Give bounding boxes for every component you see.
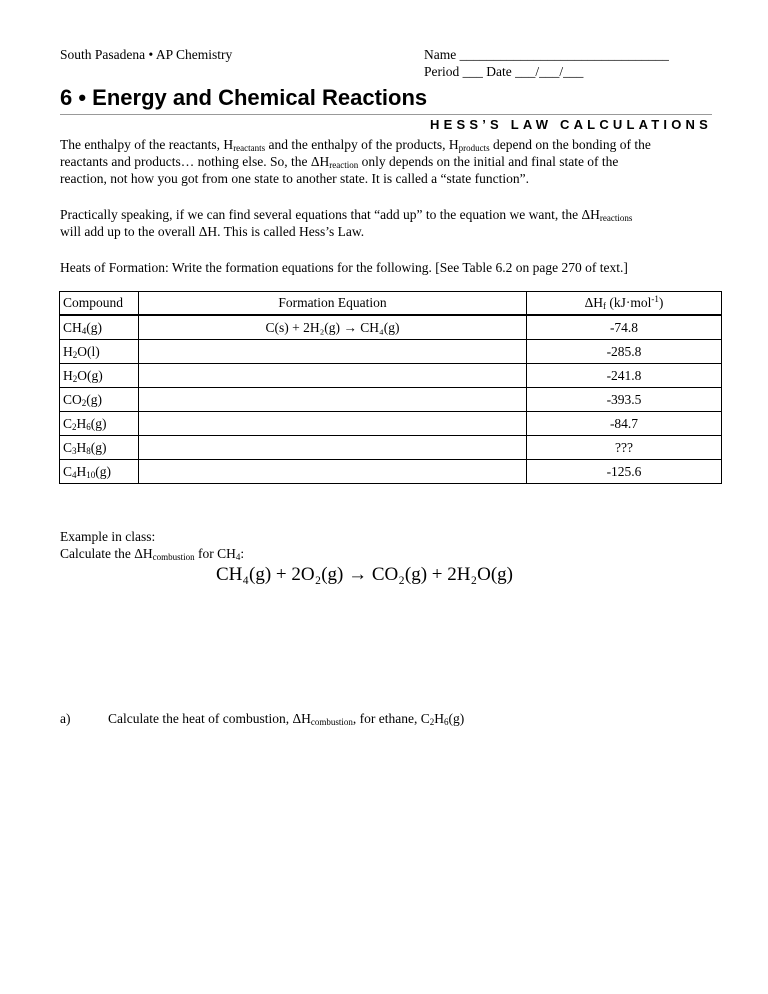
question-a-text: Calculate the heat of combustion, $\Delta H_{combustion}$, for ethane, $C_2H_6(g)$ — [108, 711, 465, 727]
compound-cell: $C_3H_8(g)$ — [60, 436, 139, 460]
table-row — [60, 412, 722, 436]
compound-cell: $H_2O(l)$ — [60, 340, 139, 364]
delta-h-cell: -74.8 — [527, 315, 722, 340]
compound-cell: $C_4H_{10}(g)$ — [60, 460, 139, 484]
question-a-label: a) — [60, 711, 71, 726]
delta-h-cell: -241.8 — [527, 364, 722, 388]
compound-cell: $CH_4(g)$ — [60, 315, 139, 340]
delta-h-cell: -84.7 — [527, 412, 722, 436]
page-title: 6 • Energy and Chemical Reactions — [60, 85, 428, 110]
table-row — [60, 436, 722, 460]
table-header-row — [60, 292, 722, 316]
table-row — [60, 340, 722, 364]
formation-equation-cell[interactable] — [139, 364, 527, 388]
table-row — [60, 364, 722, 388]
header-delta-h: $\Delta H_f$ (kJ·mol$^{-1}$) — [527, 292, 722, 316]
formation-equation-cell[interactable] — [139, 460, 527, 484]
table-row — [60, 460, 722, 484]
period-date-line: Period ___ Date ___/___/___ — [424, 64, 584, 79]
course-label: South Pasadena • AP Chemistry — [60, 47, 233, 62]
hess-law-paragraph: Practically speaking, if we can find several equations that “add up” to the equation we want, the $\Delta H_{reactions}$ will add up to the overall ΔH. This is called Hess’s Law. — [60, 207, 633, 239]
delta-h-cell: -285.8 — [527, 340, 722, 364]
header-compound: Compound — [60, 292, 139, 316]
delta-h-cell: ??? — [527, 436, 722, 460]
heats-of-formation-table — [59, 291, 722, 484]
title-divider — [60, 114, 712, 115]
compound-cell: $H_2O(g)$ — [60, 364, 139, 388]
formation-equation-cell[interactable] — [139, 340, 527, 364]
formation-equation-cell[interactable] — [139, 388, 527, 412]
example-prompt: Calculate the $\Delta H_{combustion}$ for $CH_4$: — [60, 546, 245, 562]
section-heading: HESS’S LAW CALCULATIONS — [430, 117, 712, 132]
table-row — [60, 388, 722, 412]
formation-equation-cell[interactable]: C(s) + 2H₂(g) → CH₄(g) — [139, 315, 527, 340]
heats-of-formation-instruction: Heats of Formation: Write the formation equations for the following. [See Table 6.2 on page 270 of text.] — [60, 260, 628, 275]
compound-cell: $C_2H_6(g)$ — [60, 412, 139, 436]
delta-h-cell: -393.5 — [527, 388, 722, 412]
table-row — [60, 315, 722, 340]
header-formation-equation: Formation Equation — [139, 292, 527, 316]
example-label: Example in class: — [60, 529, 156, 544]
delta-h-cell: -125.6 — [527, 460, 722, 484]
combustion-equation: CH₄(g) + 2O₂(g) → CO₂(g) + 2H₂O(g) — [216, 564, 513, 585]
name-field-line: Name _______________________________ — [424, 47, 669, 62]
intro-paragraph: The enthalpy of the reactants, $H_{reactants}$ and the enthalpy of the products, $H_{products}$ depend on the bonding of the reactants and products… nothing else. So, the $\Delta H_{reaction}$ only depends on the initial and final state of the reaction, not how you got from one state to another state. It is called a “state function”. — [60, 137, 651, 186]
formation-equation-cell[interactable] — [139, 412, 527, 436]
formation-equation-cell[interactable] — [139, 436, 527, 460]
compound-cell: $CO_2(g)$ — [60, 388, 139, 412]
